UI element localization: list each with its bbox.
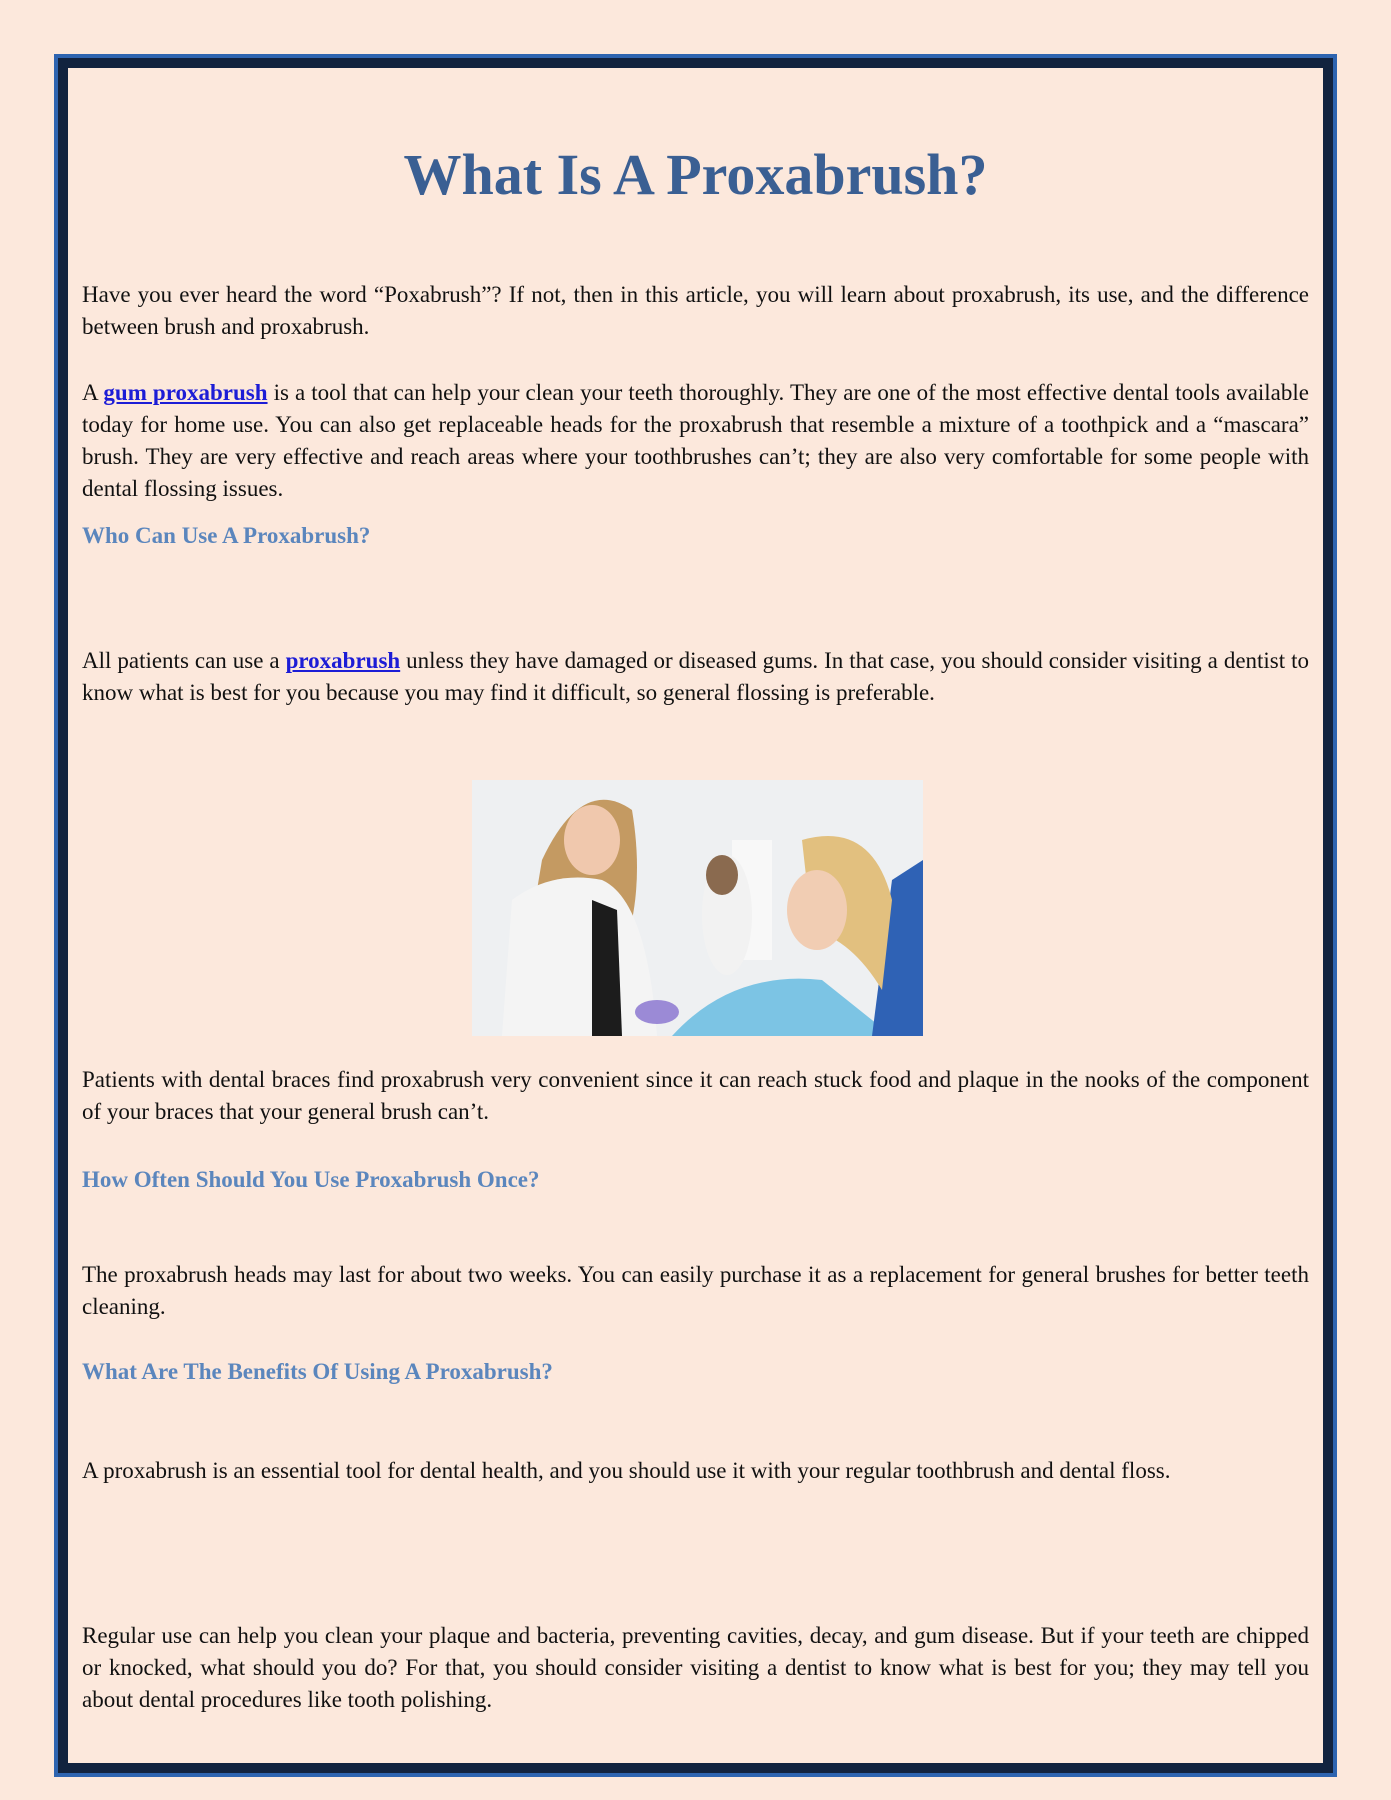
how-often-paragraph: The proxabrush heads may last for about two weeks. You can easily purchase it as a replacement for general brushes for better teeth cleaning.	[82, 1262, 1309, 1319]
text: All patients can use a	[82, 648, 286, 673]
regular-use-paragraph: Regular use can help you clean your plaque and bacteria, preventing cavities, decay, and gum disease. But if your teeth are chipped or knocked, what should you do? For that, you should consider visiting a dentist to know what is best for you; they may tell you about dental procedures like tooth polishing.	[82, 1623, 1309, 1712]
page-title: What Is A Proxabrush?	[403, 142, 988, 207]
proxabrush-link[interactable]: proxabrush	[285, 648, 401, 673]
who-can-use-paragraph	[82, 645, 1309, 709]
dentist-patient-image	[472, 780, 923, 1036]
heading-benefits: What Are The Benefits Of Using A Proxabrush?	[82, 1359, 553, 1384]
braces-paragraph: Patients with dental braces find proxabrush very convenient since it can reach stuck food and plaque in the nooks of the component of your braces that your general brush can’t.	[82, 1067, 1309, 1124]
gum-proxabrush-link[interactable]: gum proxabrush	[103, 380, 268, 405]
definition-paragraph	[82, 377, 1309, 505]
text: A	[82, 380, 104, 405]
heading-who-can-use: Who Can Use A Proxabrush?	[82, 523, 371, 548]
text: unless they have damaged or diseased gums. In that case, you should consider visiting a dentist to know what is best for you because you may find it difficult, so general flossing is preferable.	[82, 648, 1310, 705]
intro-paragraph: Have you ever heard the word “Poxabrush”? If not, then in this article, you will learn about proxabrush, its use, and the difference between brush and proxabrush.	[82, 282, 1309, 339]
heading-how-often: How Often Should You Use Proxabrush Once?	[82, 1167, 540, 1192]
benefits-paragraph: A proxabrush is an essential tool for dental health, and you should use it with your regular toothbrush and dental floss.	[82, 1458, 1171, 1483]
text: is a tool that can help your clean your teeth thoroughly. They are one of the most effective dental tools available today for home use. You can also get replaceable heads for the proxabrush that resemble a mixture of a toothpick and a “mascara” brush. They are very effective and reach areas where your toothbrushes can’t; they are also very comfortable for some people with dental flossing issues.	[82, 380, 1309, 501]
